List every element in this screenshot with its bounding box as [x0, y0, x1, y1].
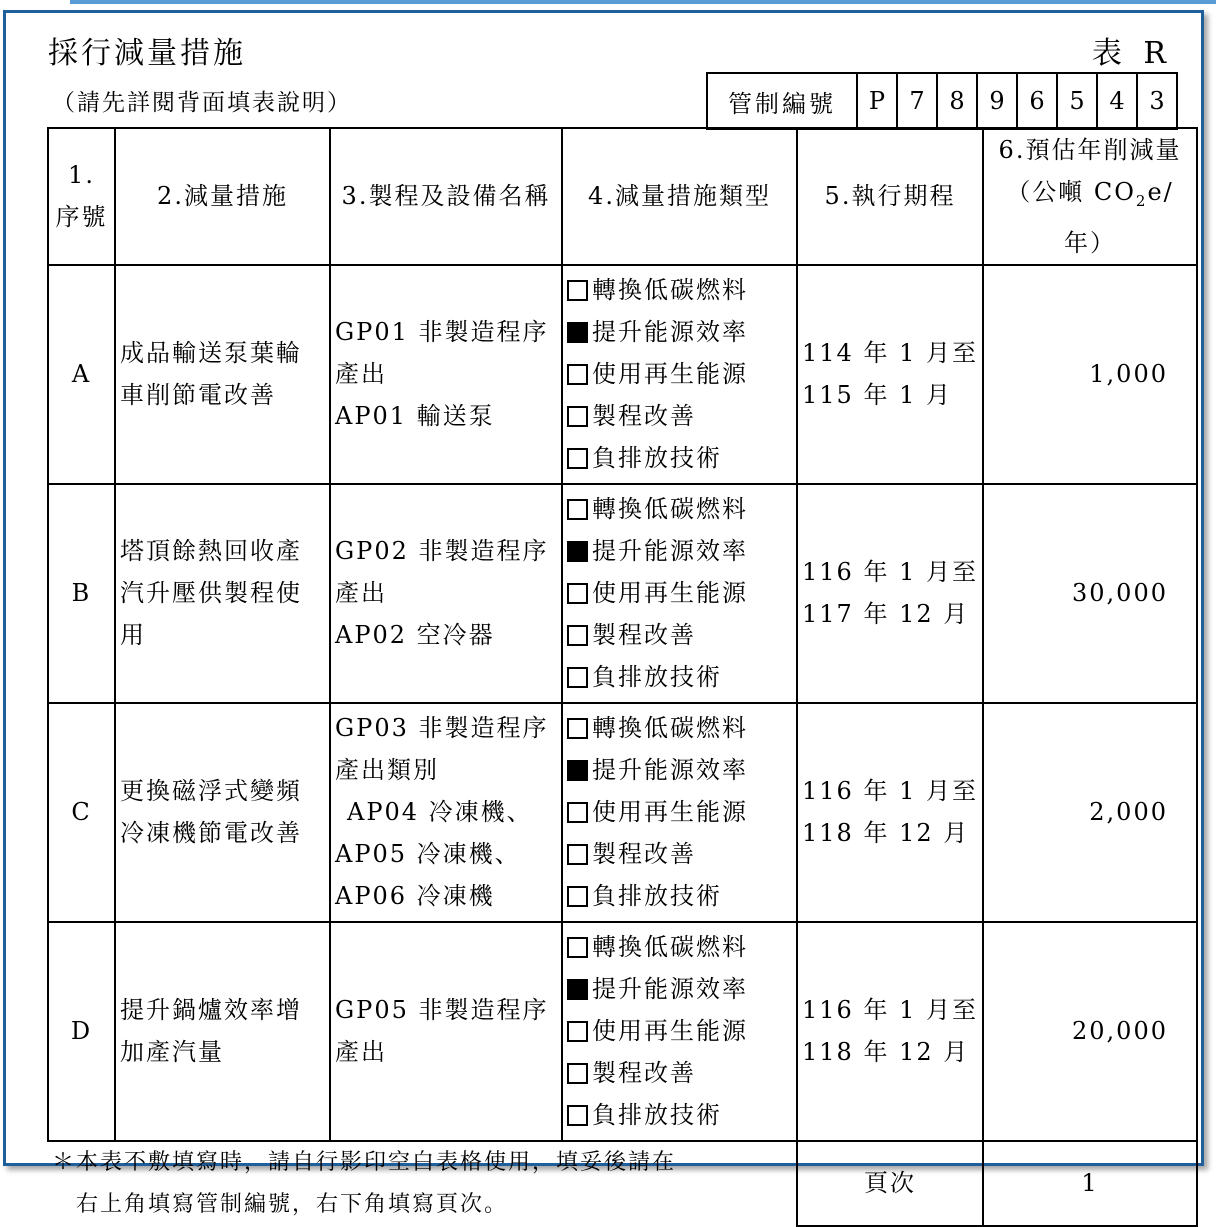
page-number: 1	[983, 1141, 1197, 1226]
option-energy-efficiency: 提升能源效率	[567, 968, 792, 1010]
checkbox-icon[interactable]	[567, 886, 588, 907]
option-negative-emission: 負排放技術	[567, 1094, 792, 1136]
row-type-options	[562, 265, 797, 484]
checkbox-icon[interactable]	[567, 667, 588, 688]
header-process: 3.製程及設備名稱	[330, 128, 562, 265]
row-no: D	[48, 922, 115, 1141]
table-row	[48, 484, 1197, 703]
checkbox-icon[interactable]	[567, 1105, 588, 1126]
checkbox-icon[interactable]	[567, 499, 588, 520]
option-negative-emission: 負排放技術	[567, 656, 792, 698]
option-negative-emission: 負排放技術	[567, 875, 792, 917]
checkbox-icon[interactable]	[567, 280, 588, 301]
checkbox-icon[interactable]	[567, 802, 588, 823]
option-process-improvement: 製程改善	[567, 833, 792, 875]
row-type-options	[562, 703, 797, 922]
checkbox-icon[interactable]	[567, 1021, 588, 1042]
form-id: 表 R	[1091, 36, 1172, 71]
row-measure: 更換磁浮式變頻 冷凍機節電改善	[115, 703, 330, 922]
option-process-improvement: 製程改善	[567, 395, 792, 437]
row-period: 116 年 1 月至 118 年 12 月	[797, 703, 983, 922]
option-low-carbon-fuel: 轉換低碳燃料	[567, 488, 792, 530]
footer-note: ＊本表不敷填寫時，請自行影印空白表格使用，填妥後請在 右上角填寫管制編號，右下角填寫頁次。	[48, 1141, 797, 1226]
control-digit: P	[857, 73, 897, 129]
control-digit: 9	[977, 73, 1017, 129]
page-label: 頁次	[797, 1141, 983, 1226]
control-digit: 3	[1137, 73, 1177, 129]
row-process: GP05 非製造程序 產出	[330, 922, 562, 1141]
checkbox-icon[interactable]	[567, 448, 588, 469]
control-digit: 7	[897, 73, 937, 129]
row-period: 116 年 1 月至 118 年 12 月	[797, 922, 983, 1141]
option-process-improvement: 製程改善	[567, 614, 792, 656]
control-number-label: 管制編號	[707, 73, 857, 129]
checkbox-icon[interactable]	[567, 1063, 588, 1084]
option-process-improvement: 製程改善	[567, 1052, 792, 1094]
checkbox-checked-icon[interactable]	[567, 979, 588, 1000]
table-footer-row	[48, 1141, 1197, 1226]
row-type-options	[562, 922, 797, 1141]
control-digit: 4	[1097, 73, 1137, 129]
checkbox-icon[interactable]	[567, 625, 588, 646]
row-process: GP03 非製造程序 產出類別 AP04 冷凍機、 AP05 冷凍機、 AP06 冷凍機	[330, 703, 562, 922]
header-reduction: 6.預估年削減量 （公噸 $CO_2e/$年）	[983, 128, 1197, 265]
row-type-options	[562, 484, 797, 703]
option-renewable-energy: 使用再生能源	[567, 353, 792, 395]
option-negative-emission: 負排放技術	[567, 437, 792, 479]
instruction-note: （請先詳閱背面填表說明）	[52, 90, 352, 116]
option-energy-efficiency: 提升能源效率	[567, 749, 792, 791]
option-renewable-energy: 使用再生能源	[567, 572, 792, 614]
row-measure: 塔頂餘熱回收產 汽升壓供製程使 用	[115, 484, 330, 703]
header-type: 4.減量措施類型	[562, 128, 797, 265]
row-process: GP01 非製造程序 產出 AP01 輸送泵	[330, 265, 562, 484]
header-measure: 2.減量措施	[115, 128, 330, 265]
top-accent-line	[70, 0, 1216, 4]
control-digit: 5	[1057, 73, 1097, 129]
header-period: 5.執行期程	[797, 128, 983, 265]
checkbox-checked-icon[interactable]	[567, 541, 588, 562]
table-row	[48, 265, 1197, 484]
row-reduction: 30,000	[983, 484, 1197, 703]
table-header-row	[48, 128, 1197, 265]
checkbox-checked-icon[interactable]	[567, 760, 588, 781]
row-reduction: 2,000	[983, 703, 1197, 922]
table-row	[48, 922, 1197, 1141]
option-energy-efficiency: 提升能源效率	[567, 530, 792, 572]
checkbox-checked-icon[interactable]	[567, 322, 588, 343]
option-renewable-energy: 使用再生能源	[567, 1010, 792, 1052]
header-no: 1. 序號	[48, 128, 115, 265]
option-low-carbon-fuel: 轉換低碳燃料	[567, 269, 792, 311]
checkbox-icon[interactable]	[567, 406, 588, 427]
row-reduction: 20,000	[983, 922, 1197, 1141]
row-no: A	[48, 265, 115, 484]
option-low-carbon-fuel: 轉換低碳燃料	[567, 926, 792, 968]
row-measure: 提升鍋爐效率增 加產汽量	[115, 922, 330, 1141]
option-energy-efficiency: 提升能源效率	[567, 311, 792, 353]
checkbox-icon[interactable]	[567, 718, 588, 739]
row-no: C	[48, 703, 115, 922]
checkbox-icon[interactable]	[567, 844, 588, 865]
row-measure: 成品輸送泵葉輪 車削節電改善	[115, 265, 330, 484]
page-title: 採行減量措施	[48, 36, 246, 71]
reduction-measures-table	[47, 127, 1198, 1227]
checkbox-icon[interactable]	[567, 937, 588, 958]
row-period: 116 年 1 月至 117 年 12 月	[797, 484, 983, 703]
checkbox-icon[interactable]	[567, 364, 588, 385]
row-period: 114 年 1 月至 115 年 1 月	[797, 265, 983, 484]
control-number-table	[706, 72, 1178, 130]
table-row	[48, 703, 1197, 922]
row-process: GP02 非製造程序 產出 AP02 空冷器	[330, 484, 562, 703]
checkbox-icon[interactable]	[567, 583, 588, 604]
option-renewable-energy: 使用再生能源	[567, 791, 792, 833]
control-digit: 6	[1017, 73, 1057, 129]
control-digit: 8	[937, 73, 977, 129]
row-no: B	[48, 484, 115, 703]
option-low-carbon-fuel: 轉換低碳燃料	[567, 707, 792, 749]
row-reduction: 1,000	[983, 265, 1197, 484]
